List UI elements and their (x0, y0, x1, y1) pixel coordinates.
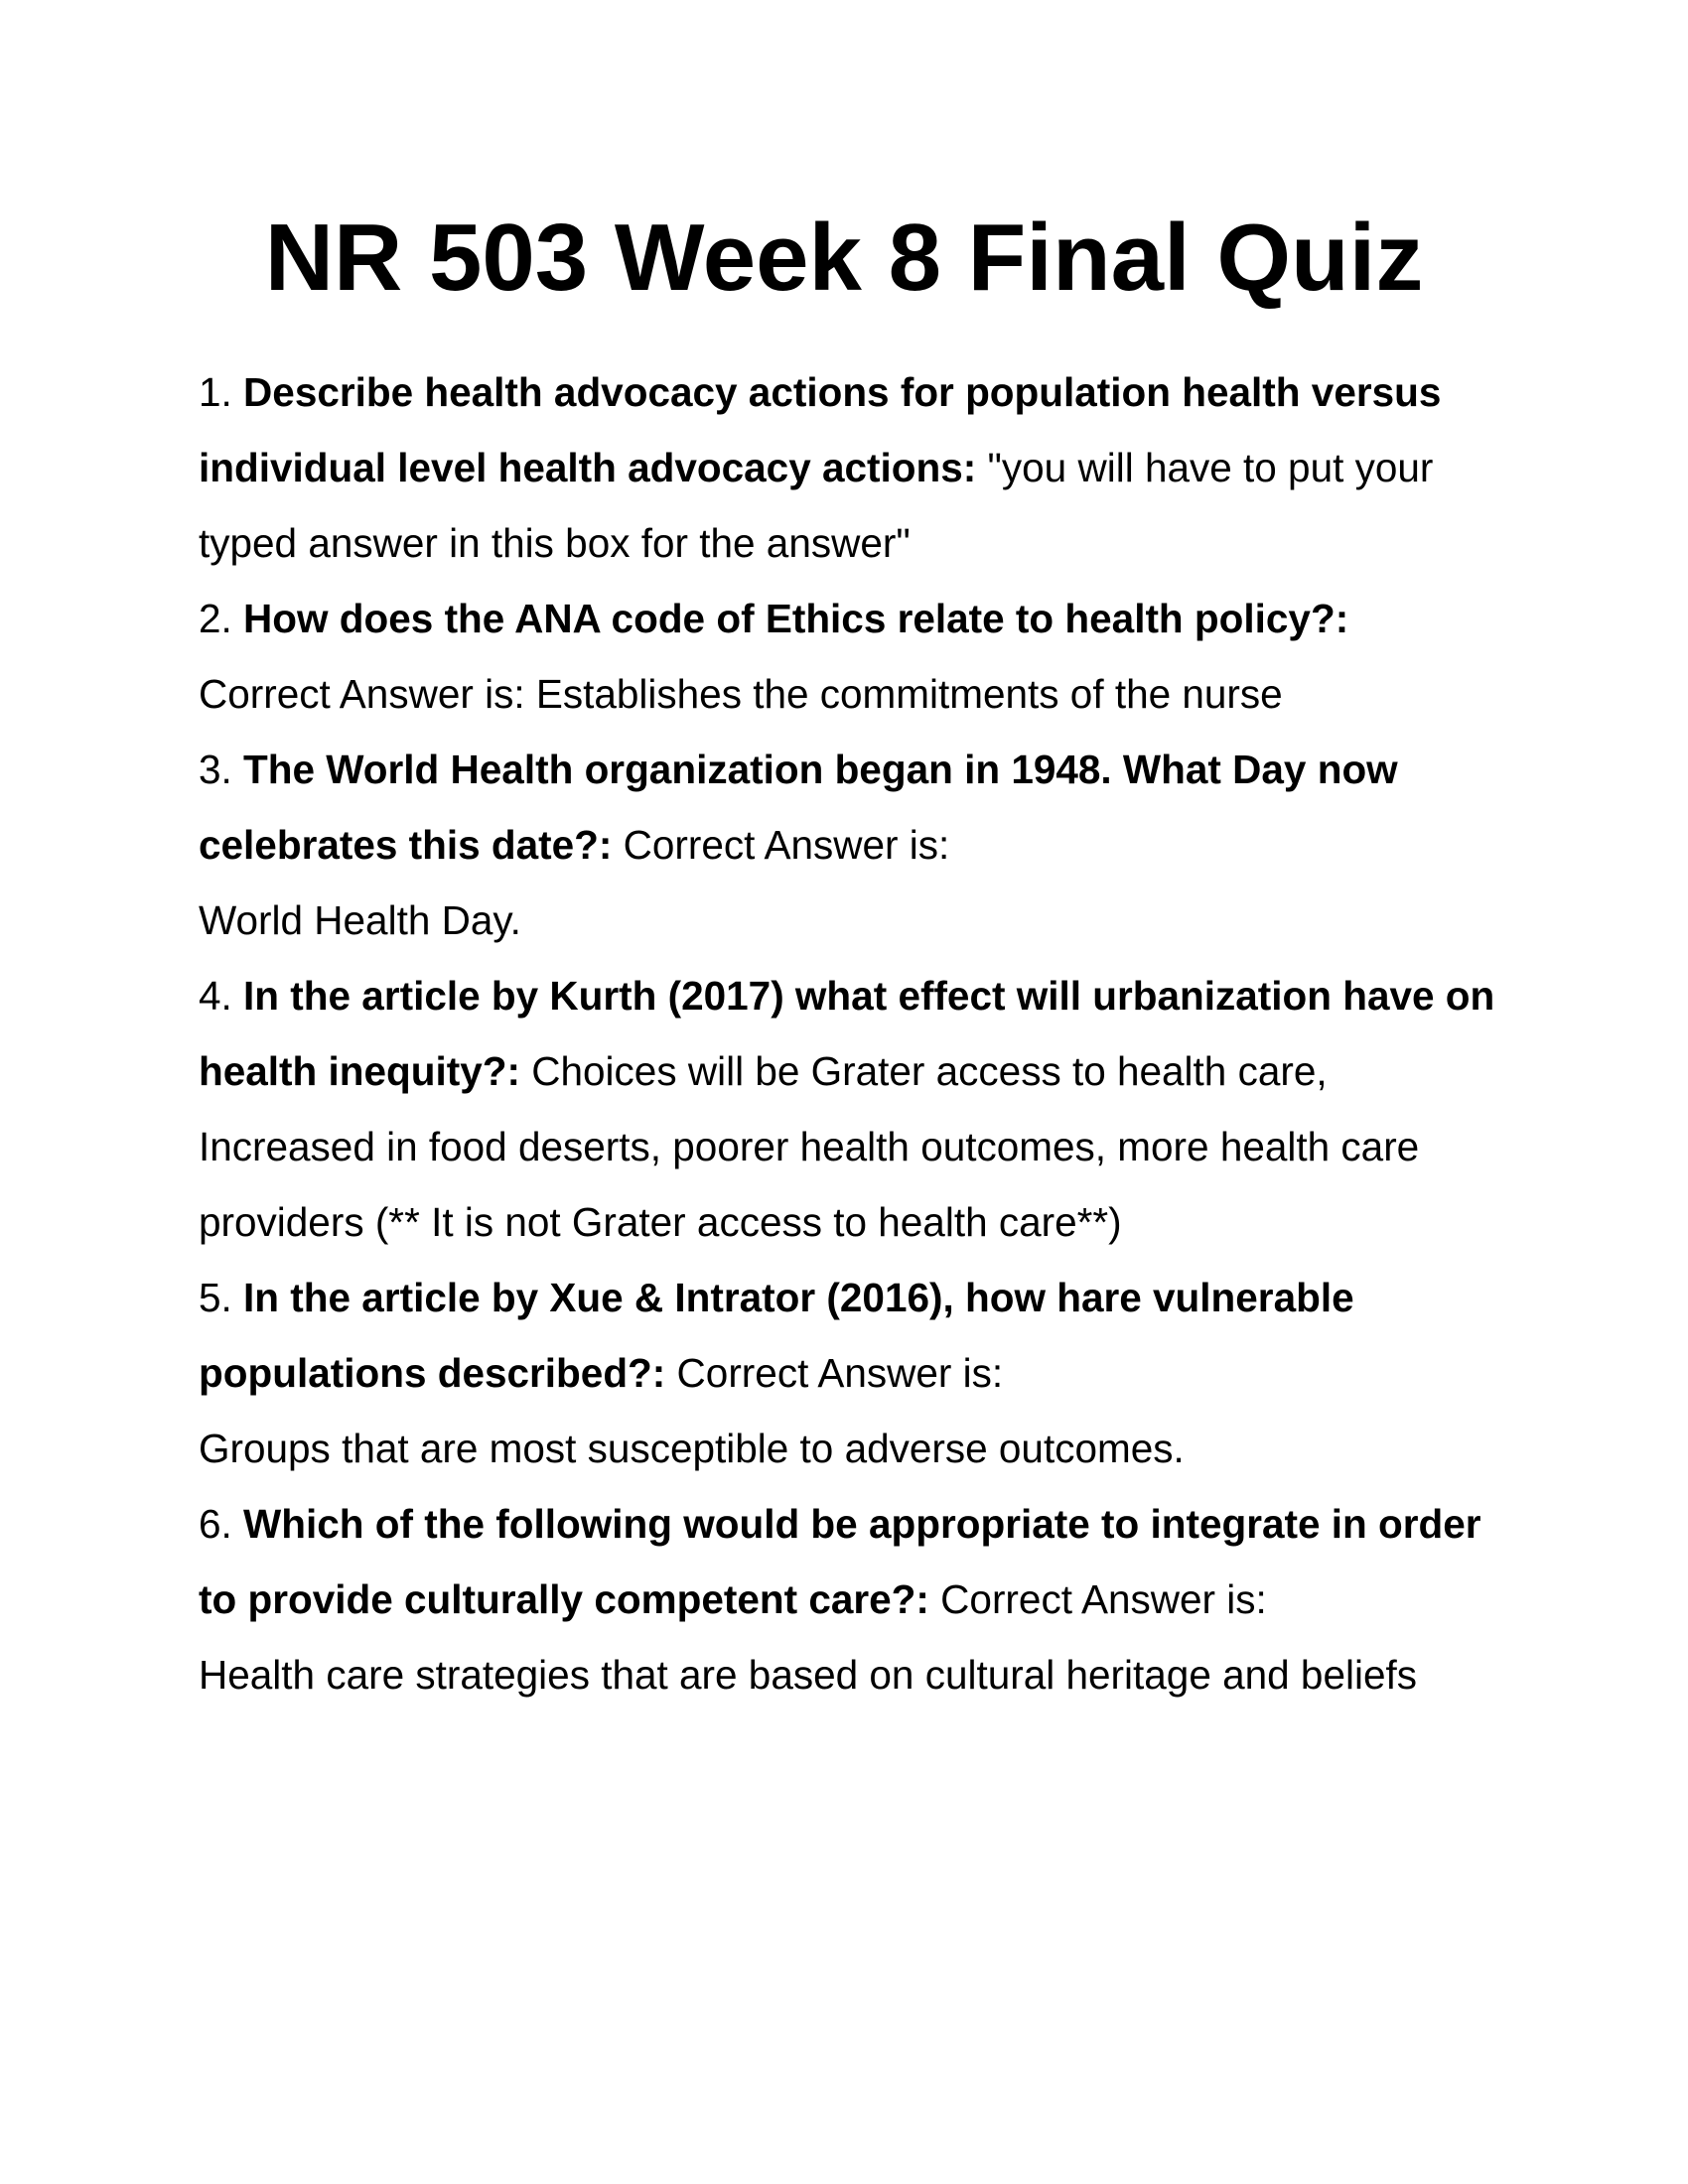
question-number: 2. (199, 596, 232, 641)
question-answer: "you will have to put your typed answer in this box for the answer" (199, 445, 1434, 566)
question-answer: Choices will be Grater access to health care, Increased in food deserts, poorer health outcomes, more health care providers (** It is not Grater access to health care**) (199, 1048, 1420, 1245)
question-answer-detail: World Health Day. (199, 897, 521, 943)
question-number: 1. (199, 369, 232, 415)
question-answer: Correct Answer is: (940, 1576, 1267, 1622)
question-number: 6. (199, 1501, 232, 1547)
question-answer-detail: Groups that are most susceptible to adverse outcomes. (199, 1426, 1185, 1471)
question-number: 4. (199, 973, 232, 1019)
quiz-content (199, 354, 1509, 1712)
quiz-question-6 (199, 1486, 1509, 1712)
question-text: How does the ANA code of Ethics relate to health policy?: (243, 596, 1349, 641)
quiz-question-2 (199, 581, 1509, 732)
question-text: Which of the following would be appropriate to integrate in order to provide culturally competent care?: (199, 1501, 1481, 1622)
question-text: The World Health organization began in 1948. What Day now celebrates this date?: (199, 747, 1398, 868)
question-number: 5. (199, 1275, 232, 1320)
question-text: In the article by Xue & Intrator (2016), how hare vulnerable populations described?: (199, 1275, 1354, 1396)
quiz-question-4 (199, 958, 1509, 1260)
question-text: Describe health advocacy actions for population health versus individual level health advocacy actions: (199, 369, 1442, 490)
quiz-question-1 (199, 354, 1509, 581)
page-title: NR 503 Week 8 Final Quiz (264, 205, 1424, 311)
question-answer: Correct Answer is: (676, 1350, 1004, 1396)
question-answer: Correct Answer is: Establishes the commitments of the nurse (199, 671, 1283, 717)
question-answer-detail: Health care strategies that are based on cultural heritage and beliefs (199, 1652, 1418, 1698)
quiz-question-3 (199, 732, 1509, 958)
question-answer: Correct Answer is: (623, 822, 950, 868)
quiz-question-5 (199, 1260, 1509, 1486)
question-text: In the article by Kurth (2017) what effect will urbanization have on health inequity?: (199, 973, 1495, 1094)
question-number: 3. (199, 747, 232, 792)
